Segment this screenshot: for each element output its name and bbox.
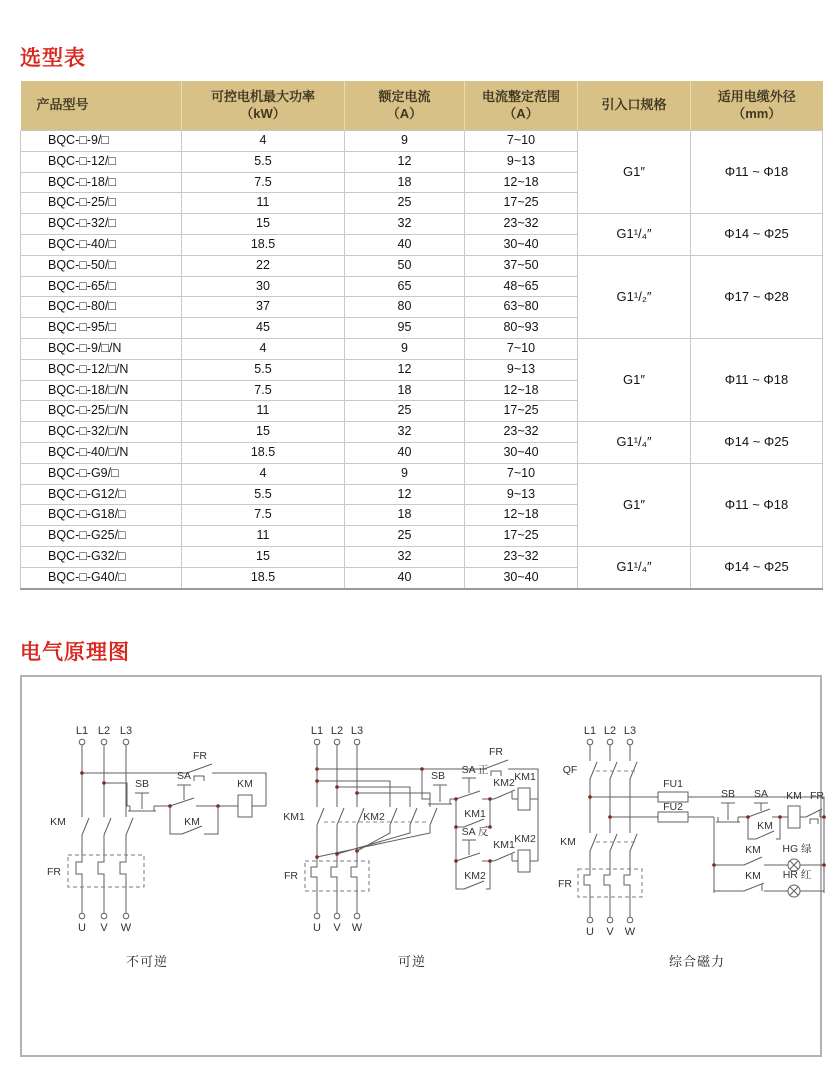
cell-range: 23~32 [465,422,578,443]
cell-model: BQC-□-32/□ [21,214,182,235]
column-header [691,81,823,131]
holding-contact-label: KM [184,815,200,828]
cell-power: 15 [182,422,345,443]
cell-range: 12~18 [465,380,578,401]
cell-range: 9~13 [465,484,578,505]
cell-power: 7.5 [182,172,345,193]
table-row [21,255,823,276]
column-header [182,81,345,131]
holding-contact-label: KM [757,819,773,832]
column-unit: （kW） [240,105,286,121]
thermal-relay-label: FR [284,869,298,882]
cell-model: BQC-□-65/□ [21,276,182,297]
cell-current: 18 [345,172,465,193]
cell-power: 18.5 [182,567,345,588]
stop-button-label: SB [134,777,150,790]
cell-inlet: G1¹/₄″ [578,214,691,256]
phase-labels [76,725,132,737]
cell-current: 32 [345,214,465,235]
stop-button-label: SB [720,787,736,800]
motor-terminal-label: W [120,921,132,934]
cell-model: BQC-□-9/□ [21,131,182,152]
cell-power: 22 [182,255,345,276]
cell-current: 18 [345,505,465,526]
phase-lines [76,745,133,913]
cell-current: 80 [345,297,465,318]
table-row [21,214,823,235]
supply-terminals [587,739,633,745]
cell-power: 18.5 [182,442,345,463]
control-circuit [315,746,538,889]
start-button-label: SA [753,787,769,800]
cell-range: 17~25 [465,401,578,422]
schematic-panel [20,675,822,1057]
cell-power: 11 [182,193,345,214]
cell-inlet: G1″ [578,463,691,546]
phase-labels [311,725,363,737]
coil-label: KM [237,777,253,790]
holding2-label: KM2 [464,869,486,882]
column-header [345,81,465,131]
column-label: 可控电机最大功率 [210,88,315,104]
holding1-label: KM1 [464,807,486,820]
cell-range: 12~18 [465,172,578,193]
cell-current: 40 [345,234,465,255]
phase-labels [584,725,636,737]
thermal-relay [47,855,144,887]
column-unit: （A） [503,105,539,121]
cell-range: 63~80 [465,297,578,318]
cell-power: 5.5 [182,484,345,505]
cell-cable: Φ11 ~ Φ18 [691,131,823,214]
cell-power: 15 [182,546,345,567]
table-row [21,131,823,152]
combined-circuit-svg [552,721,840,941]
cell-power: 11 [182,401,345,422]
supply-terminals [79,739,129,745]
cell-power: 18.5 [182,234,345,255]
cell-current: 9 [345,463,465,484]
thermal-contact-label: FR [193,749,207,762]
motor-terminal-label: U [586,925,594,938]
contactor1-label: KM1 [283,810,305,823]
diagram-caption: 不可逆 [125,953,168,969]
cell-cable: Φ14 ~ Φ25 [691,422,823,464]
table-row [21,338,823,359]
cell-power: 45 [182,318,345,339]
start-button-label: SA [176,769,192,782]
interlock-km1-label: KM1 [493,838,515,851]
table-row [21,546,823,567]
interlock-km2-label: KM2 [493,776,515,789]
thermal-relay-label: FR [558,877,572,890]
breaker-label: QF [562,763,578,776]
cell-range: 7~10 [465,338,578,359]
cell-range: 9~13 [465,359,578,380]
contactor-label: KM [560,835,576,848]
cell-inlet: G1¹/₂″ [578,255,691,338]
cell-power: 4 [182,463,345,484]
column-label: 引入口规格 [601,97,667,113]
phase-label: L2 [330,724,344,737]
breaker [563,745,637,779]
phase-label: L3 [623,724,637,737]
cell-power: 5.5 [182,359,345,380]
cell-model: BQC-□-18/□/N [21,380,182,401]
cell-cable: Φ11 ~ Φ18 [691,338,823,421]
cell-current: 12 [345,151,465,172]
column-header [465,81,578,131]
phase-label: L3 [350,724,364,737]
thermal-relay [284,861,369,891]
phase-label: L2 [603,724,617,737]
coil1-label: KM1 [514,770,536,783]
motor-terminal-label: U [313,921,321,934]
cell-range: 23~32 [465,214,578,235]
cell-current: 32 [345,422,465,443]
cell-range: 23~32 [465,546,578,567]
cell-power: 4 [182,338,345,359]
thermal-relay [558,869,642,897]
motor-terminal-label: V [333,921,341,934]
cell-model: BQC-□-G40/□ [21,567,182,588]
cell-current: 25 [345,526,465,547]
table-header-row [21,81,823,131]
column-label: 额定电流 [378,88,431,104]
cell-power: 15 [182,214,345,235]
column-label: 适用电缆外径 [717,88,796,104]
cell-model: BQC-□-50/□ [21,255,182,276]
cell-current: 40 [345,567,465,588]
lamp2-contact-label: KM [745,869,761,882]
diagram-combined [552,677,840,1055]
cell-current: 25 [345,401,465,422]
selection-table-body [21,131,823,589]
cell-current: 12 [345,359,465,380]
cell-range: 37~50 [465,255,578,276]
diagram-nonreversible [22,677,272,1055]
coil-label: KM [786,789,802,802]
cell-range: 30~40 [465,234,578,255]
cell-current: 32 [345,546,465,567]
cell-model: BQC-□-32/□/N [21,422,182,443]
cell-inlet: G1¹/₄″ [578,546,691,588]
thermal-contact-label: FR [489,745,503,758]
cell-current: 12 [345,484,465,505]
cell-inlet: G1″ [578,338,691,421]
phase-label: L2 [97,724,111,737]
cell-range: 12~18 [465,505,578,526]
cell-current: 9 [345,131,465,152]
cell-range: 17~25 [465,526,578,547]
cell-cable: Φ14 ~ Φ25 [691,214,823,256]
red-lamp-label: HR 红 [782,868,812,881]
cell-cable: Φ14 ~ Φ25 [691,546,823,588]
phase-lines [584,779,637,917]
selection-table-head [21,81,823,131]
column-label: 产品型号 [36,97,89,113]
cell-range: 17~25 [465,193,578,214]
coil2-label: KM2 [514,832,536,845]
cell-range: 80~93 [465,318,578,339]
reversible-circuit-svg [272,721,552,936]
cell-current: 40 [345,442,465,463]
cell-power: 7.5 [182,380,345,401]
cell-range: 48~65 [465,276,578,297]
column-unit: （A） [386,105,423,121]
cell-inlet: G1″ [578,131,691,214]
diagram-reversible [272,677,552,1055]
cell-model: BQC-□-12/□/N [21,359,182,380]
cell-model: BQC-□-12/□ [21,151,182,172]
cell-model: BQC-□-G12/□ [21,484,182,505]
selection-table [20,81,823,590]
column-label: 电流整定范围 [481,88,560,104]
cell-power: 4 [182,131,345,152]
cell-current: 50 [345,255,465,276]
cell-cable: Φ17 ~ Φ28 [691,255,823,338]
cell-model: BQC-□-25/□/N [21,401,182,422]
cell-cable: Φ11 ~ Φ18 [691,463,823,546]
motor-terminal-label: W [624,925,636,938]
cell-current: 9 [345,338,465,359]
motor-terminal-label: W [351,921,363,934]
column-header [578,81,691,131]
cell-model: BQC-□-80/□ [21,297,182,318]
cell-model: BQC-□-G25/□ [21,526,182,547]
diagram-caption: 综合磁力 [668,953,725,969]
lamp-branches [712,843,826,897]
contactor2-label: KM2 [363,810,385,823]
cell-model: BQC-□-95/□ [21,318,182,339]
table-row [21,422,823,443]
fuse1-label: FU1 [663,777,683,790]
column-header [21,81,182,131]
thermal-relay-label: FR [47,865,61,878]
cell-current: 25 [345,193,465,214]
phase-label: L1 [583,724,597,737]
cell-current: 95 [345,318,465,339]
cell-inlet: G1¹/₄″ [578,422,691,464]
cell-model: BQC-□-9/□/N [21,338,182,359]
cell-model: BQC-□-40/□ [21,234,182,255]
phase-label: L1 [310,724,324,737]
thermal-contact-label: FR [810,789,824,802]
section-title-schematic: 电气原理图 [20,640,130,664]
phase-lines [311,745,364,913]
table-row [21,463,823,484]
reverse-button-label: SA 反 [461,825,489,838]
cell-model: BQC-□-18/□ [21,172,182,193]
supply-terminals [314,739,360,745]
column-unit: （mm） [732,105,782,121]
cell-model: BQC-□-G32/□ [21,546,182,567]
fuse2-label: FU2 [663,800,683,813]
lamp1-contact-label: KM [745,843,761,856]
motor-terminal-label: V [606,925,614,938]
cell-power: 5.5 [182,151,345,172]
section-title-selection: 选型表 [20,47,86,70]
motor-terminals [313,913,363,934]
forward-button-label: SA 正 [461,763,489,776]
cell-model: BQC-□-G18/□ [21,505,182,526]
cell-range: 9~13 [465,151,578,172]
cell-power: 7.5 [182,505,345,526]
cell-power: 37 [182,297,345,318]
motor-terminals [78,913,132,934]
cell-model: BQC-□-40/□/N [21,442,182,463]
cell-range: 30~40 [465,442,578,463]
cell-range: 30~40 [465,567,578,588]
cell-current: 65 [345,276,465,297]
stop-button-label: SB [430,769,446,782]
cell-range: 7~10 [465,131,578,152]
cell-power: 11 [182,526,345,547]
cell-power: 30 [182,276,345,297]
control-circuit [80,750,266,834]
motor-terminal-label: U [78,921,86,934]
contactor-label: KM [50,815,66,828]
phase-label: L3 [119,724,133,737]
cell-model: BQC-□-25/□ [21,193,182,214]
cell-range: 7~10 [465,463,578,484]
phase-label: L1 [75,724,89,737]
green-lamp-label: HG 绿 [782,842,812,855]
nonreversible-circuit-svg [22,721,272,936]
motor-terminals [586,917,636,938]
motor-terminal-label: V [100,921,108,934]
diagram-caption: 可逆 [397,953,426,969]
cell-current: 18 [345,380,465,401]
cell-model: BQC-□-G9/□ [21,463,182,484]
